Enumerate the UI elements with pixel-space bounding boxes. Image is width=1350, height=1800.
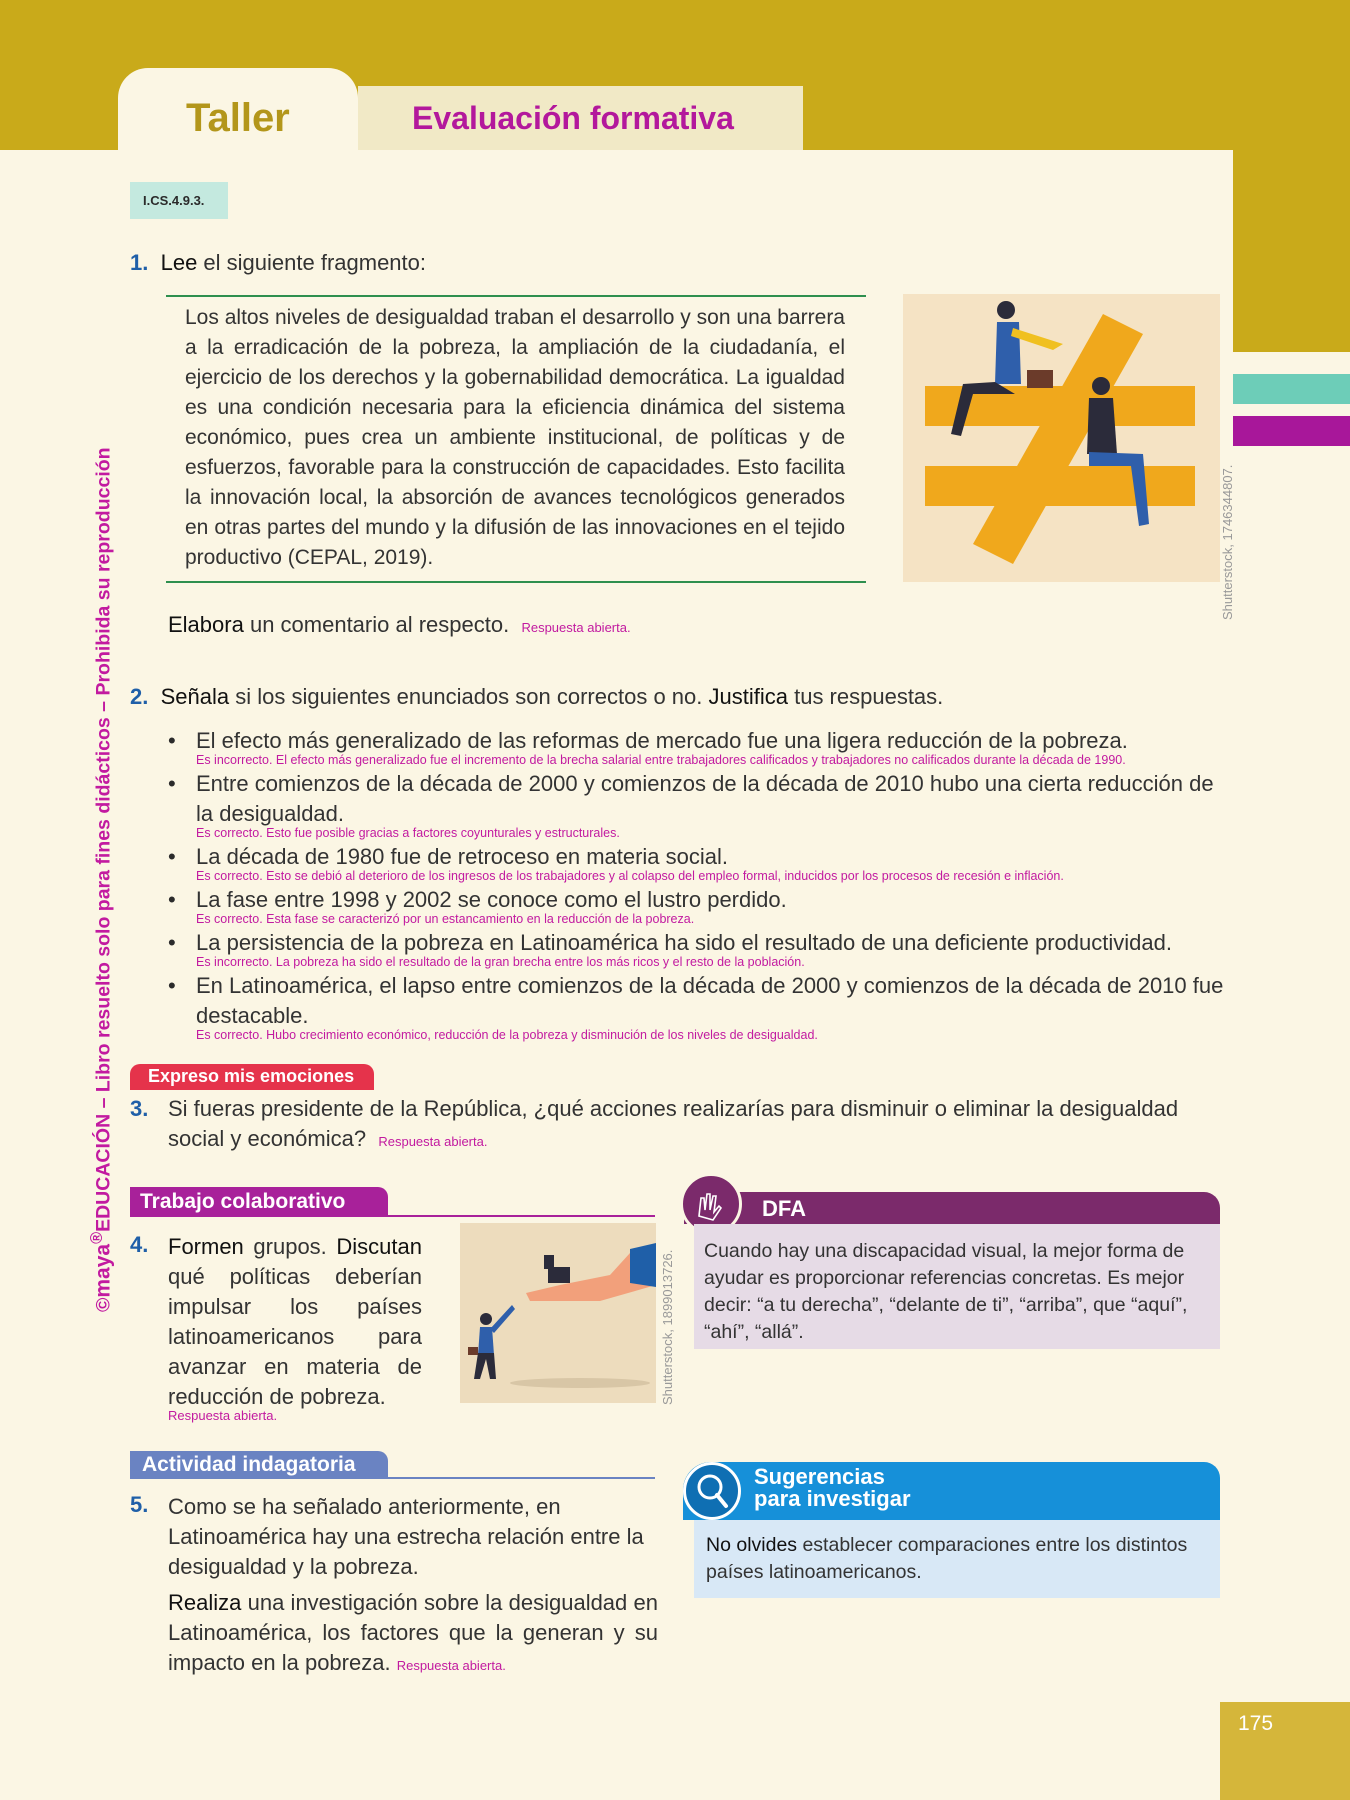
statement: Entre comienzos de la década de 2000 y comienzos de la década de 2010 hubo una cierta reducción de la desigualdad. [196,771,1214,826]
question-5-number: 5. [130,1492,149,1517]
reaching-chair-illustration [460,1223,656,1403]
question-3-answer: Respuesta abierta. [378,1134,488,1149]
copyright-notice: EDUCACIÓN – Libro resuelto solo para fines didácticos – Prohibida su reproducción [92,447,115,1232]
copyright-symbol: © [92,1297,115,1312]
taller-tab [118,68,358,160]
bullet-icon: • [168,771,176,796]
question-2-rest: tus respuestas. [787,684,944,709]
magnifier-icon [683,1462,741,1520]
list-item [168,971,1228,1042]
statement-answer: Es correcto. Hubo crecimiento económico, reducción de la pobreza y disminución de los niveles de desigualdad. [196,1028,818,1042]
question-2-verb2: Justifica [708,684,788,709]
question-5-task [168,1588,658,1681]
question-1-answer: Respuesta abierta. [521,620,631,635]
statement: En Latinoamérica, el lapso entre comienzos de la década de 2000 y comienzos de la década de 2010 fue destacable. [196,973,1224,1028]
not-equal-sign-illustration [903,294,1220,582]
taller-label: Taller [186,96,290,140]
list-item [168,726,1228,767]
research-rule [130,1477,655,1479]
statement-answer: Es incorrecto. El efecto más generalizado fue el incremento de la brecha salarial entre trabajadores calificados y trabajadores no calificados durante la década de 1990. [196,753,1126,767]
suggestions-title-line-1: Sugerencias [754,1464,885,1489]
search-icon [686,1465,738,1517]
evaluation-tab [358,86,803,150]
statement-answer: Es incorrecto. La pobreza ha sido el resultado de la gran brecha entre los más ricos y el resto de la población. [196,955,805,969]
inequality-illustration [903,294,1220,582]
hand-chair-illustration [460,1223,656,1403]
question-1-rest: el siguiente fragmento: [197,250,427,275]
bullet-icon: • [168,930,176,955]
side-band [1233,0,1350,352]
dfa-body: Cuando hay una discapacidad visual, la mejor forma de ayudar es proporcionar referencias concretas. Es mejor decir: “a tu derecha”, “delante de ti”, “arriba”, que “aquí”, “ahí”, “allá”. [694,1224,1220,1349]
list-item [168,842,1228,883]
statement-answer: Es correcto. Esto se debió al deterioro de los ingresos de los trabajadores y al colapso del empleo formal, inducidos por los procesos de recesión e inflación. [196,869,1064,883]
collaborative-work-badge: Trabajo colaborativo [130,1187,388,1217]
image-credit-2: Shutterstock, 1899013726. [660,1249,675,1405]
question-1-number: 1. [130,250,149,275]
question-4-answer: Respuesta abierta. [168,1408,278,1423]
suggestions-text: establecer comparaciones entre los distintos países latinoamericanos. [706,1534,1188,1583]
teal-stripe [1233,374,1350,404]
question-4-text [168,1232,422,1412]
question-3-prompt [130,1094,1230,1157]
question-5-answer: Respuesta abierta. [396,1658,506,1673]
list-item [168,928,1228,969]
research-activity-badge: Actividad indagatoria [130,1451,388,1479]
suggestions-title-line-2: para investigar [754,1486,911,1511]
statements-list [168,726,1228,1044]
bullet-icon: • [168,973,176,998]
question-4-rest: qué políticas deberían impulsar los países latinoamericanos para avanzar en materia de reducción de pobreza. [168,1264,422,1409]
magenta-stripe [1233,416,1350,446]
suggestions-bold: No olvides [706,1534,798,1556]
question-1-verb: Lee [160,250,198,275]
suggestions-title [754,1466,911,1510]
question-2-prompt [130,682,943,712]
indicator-code-badge: I.CS.4.9.3. [130,182,228,219]
copyright-side-text [88,447,116,1312]
bullet-icon: • [168,887,176,912]
list-item [168,885,1228,926]
statement: El efecto más generalizado de las reformas de mercado fue una ligera reducción de la pobreza. [196,728,1128,753]
question-3-number: 3. [130,1096,149,1121]
question-5-rest: una investigación sobre la desigualdad en Latinoamérica, los factores que la generan y su impacto en la pobreza. [168,1590,658,1675]
image-credit-1: Shutterstock, 1746344807. [1220,464,1235,620]
statement: La fase entre 1998 y 2002 se conoce como el lustro perdido. [196,887,787,912]
question-5-verb: Realiza [168,1590,242,1615]
registered-mark: ® [88,1231,106,1244]
question-4-verb2: Discutan [336,1234,422,1259]
statement: La década de 1980 fue de retroceso en materia social. [196,844,729,869]
brand-logo-text: maya [91,1243,115,1298]
question-2-mid: si los siguientes enunciados son correctos o no. [229,684,709,709]
page-number: 175 [1238,1712,1274,1735]
dfa-header [684,1192,1220,1224]
question-4-verb: Formen [168,1234,244,1259]
quote-text: Los altos niveles de desigualdad traban el desarrollo y son una barrera a la erradicación de la pobreza, la ampliación de la ciudadanía, el ejercicio de los derechos y la gobernabilidad democrática. La igualdad es una condición necesaria para la eficiencia dinámica del sistema económico, pues crea un ambiente institucional, de políticas y de esfuerzos, favorable para la construcción de capacidades. Esto facilita la innovación local, la absorción de avances tecnológicos generados en otras partes del mundo y la difusión de las innovaciones en el tejido productivo (CEPAL, 2019). [185,306,845,569]
dfa-title: DFA [762,1196,806,1221]
question-3-text: Si fueras presidente de la República, ¿qué acciones realizarías para disminuir o eliminar la desigualdad social y económica? [168,1096,1179,1151]
suggestions-body [694,1520,1220,1598]
statement-answer: Es correcto. Esto fue posible gracias a factores coyunturales y estructurales. [196,826,620,840]
bullet-icon: • [168,844,176,869]
question-4-mid: grupos. [243,1234,337,1259]
emotions-badge: Expreso mis emociones [130,1064,374,1090]
collaborative-rule [130,1215,655,1217]
question-2-number: 2. [130,684,149,709]
question-1-task-rest: un comentario al respecto. [243,612,510,637]
page-title: Evaluación formativa [412,100,734,136]
statement: La persistencia de la pobreza en Latinoamérica ha sido el resultado de una deficiente productividad. [196,930,1172,955]
question-4-number: 4. [130,1232,149,1257]
page-number-box [1220,1702,1350,1800]
question-2-verb: Señala [160,684,230,709]
question-5-context: Como se ha señalado anteriormente, en Latinoamérica hay una estrecha relación entre la desigualdad y la pobreza. [168,1494,644,1579]
question-1-prompt [130,248,426,278]
statement-answer: Es correcto. Esta fase se caracterizó por un estancamiento en la reducción de la pobreza. [196,912,695,926]
question-1-task-verb: Elabora [168,612,244,637]
bullet-icon: • [168,728,176,753]
question-1-task [168,610,631,643]
list-item [168,769,1228,840]
